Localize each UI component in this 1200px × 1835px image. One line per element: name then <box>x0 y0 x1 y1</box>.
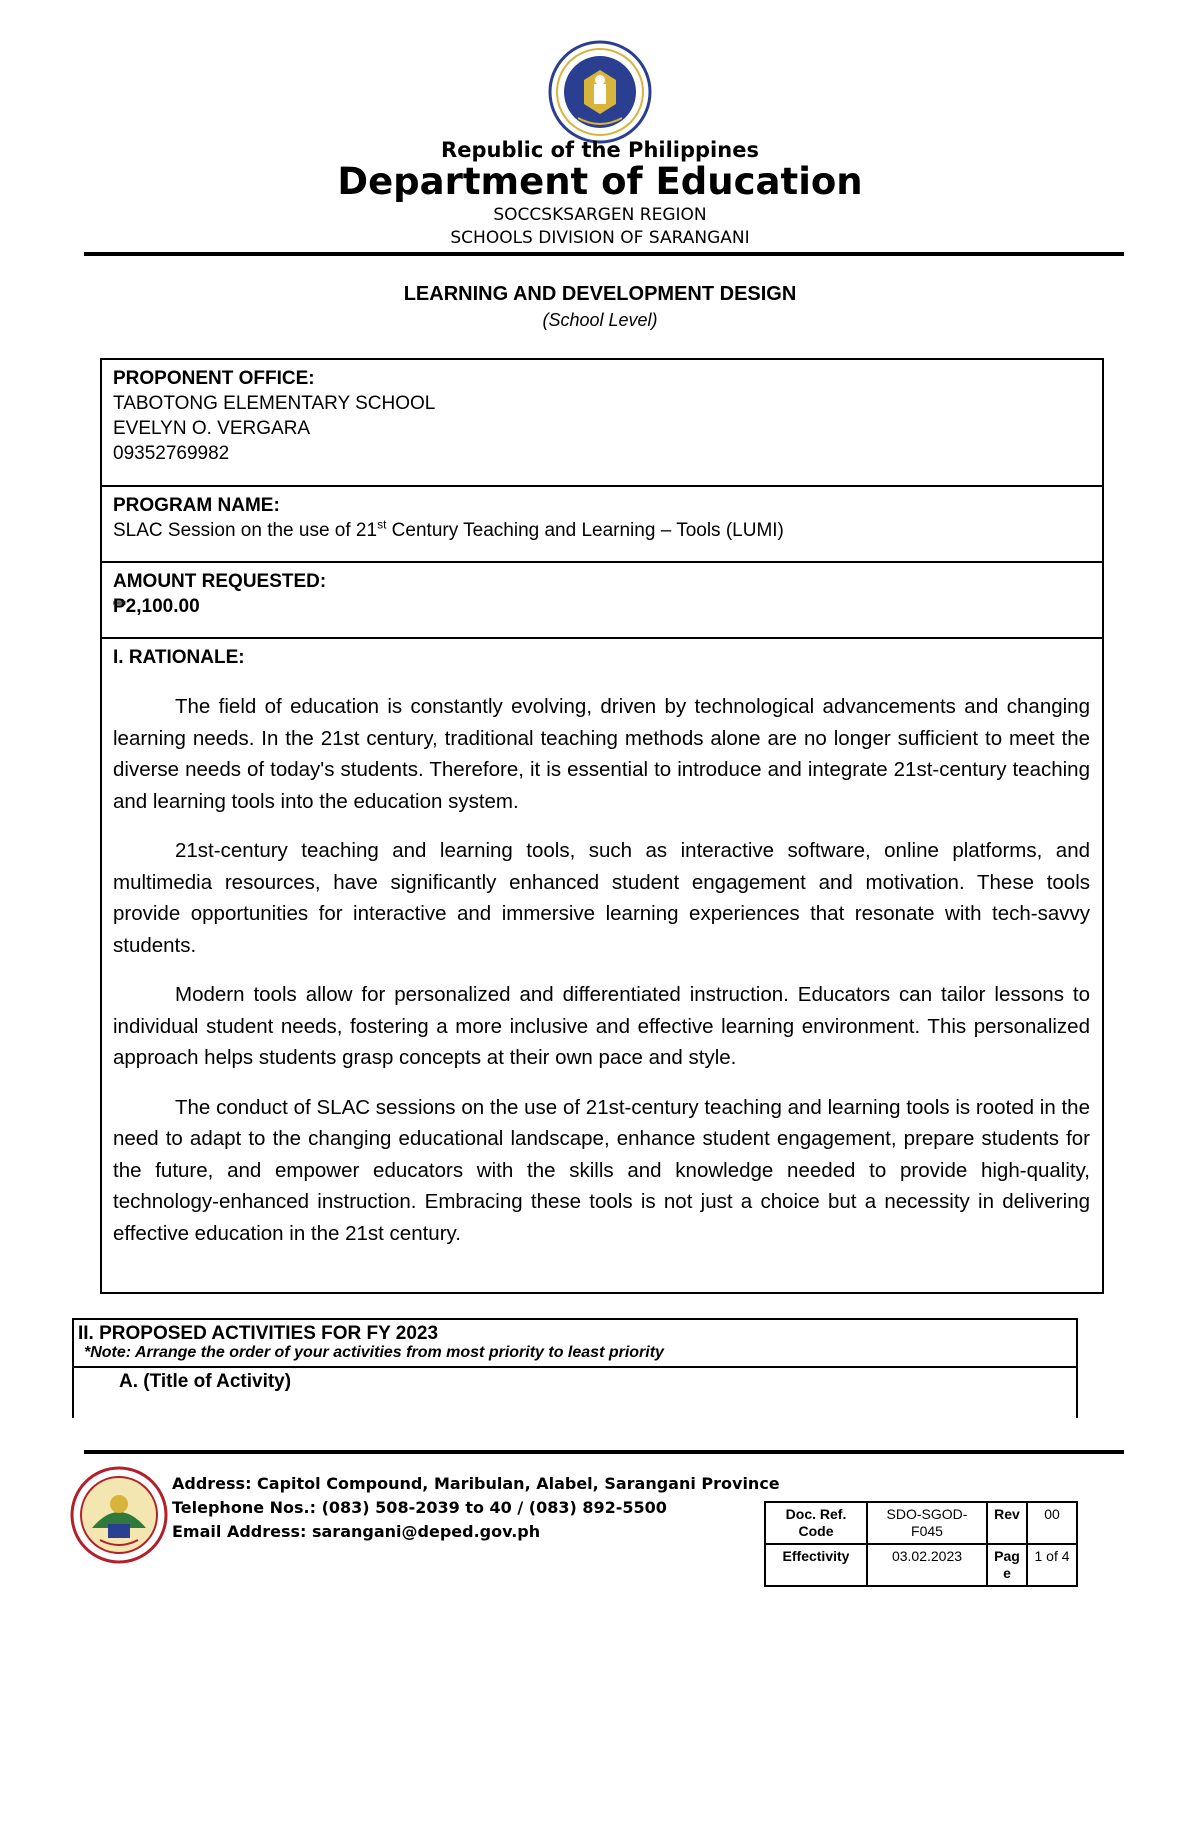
header-divider <box>84 252 1124 256</box>
republic-heading: Republic of the Philippines <box>441 138 759 162</box>
footer-address: Address: Capitol Compound, Maribulan, Alabel, Sarangani Province <box>172 1474 780 1493</box>
program-name <box>113 518 1090 543</box>
proponent-name: EVELYN O. VERGARA <box>113 418 311 439</box>
rev-label: Rev <box>987 1502 1027 1544</box>
rationale-paragraph: The field of education is constantly evolving, driven by technological advancements and changing learning needs. In the 21st century, traditional teaching methods alone are no longer sufficient to meet the diverse needs of today's students. Therefore, it is essential to introduce and integrate 21st-century teaching and learning tools into the education system. <box>113 695 1090 813</box>
activities-header <box>74 1320 1076 1368</box>
rationale-paragraph: The conduct of SLAC sessions on the use of 21st-century teaching and learning tools is rooted in the need to adapt to the changing educational landscape, enhance student engagement, prepare students for the future, and empower educators with the skills and knowledge needed to provide high-quality, technology-enhanced instruction. Embracing these tools is not just a choice but a necessity in delivering effective education in the 21st century. <box>113 1095 1090 1245</box>
activities-table <box>72 1318 1078 1418</box>
proponent-section <box>102 360 1102 487</box>
document-reference-table <box>764 1501 1078 1587</box>
document-subtitle: (School Level) <box>542 310 658 330</box>
rationale-paragraph: 21st-century teaching and learning tools, such as interactive software, online platforms, and multimedia resources, have significantly enhanced student engagement and motivation. These tools provide opportunities for interactive and immersive learning experiences that resonate with tech-savvy students. <box>113 839 1090 957</box>
activity-a-title: A. (Title of Activity) <box>119 1371 292 1392</box>
page-value: 1 of 4 <box>1027 1544 1077 1586</box>
effectivity-label: Effectivity <box>765 1544 867 1586</box>
proponent-label: PROPONENT OFFICE: <box>113 368 315 389</box>
footer-email: Email Address: sarangani@deped.gov.ph <box>172 1522 541 1541</box>
rationale-label: I. RATIONALE: <box>113 647 245 668</box>
page-label: Page <box>987 1544 1027 1586</box>
rev-value: 00 <box>1027 1502 1077 1544</box>
division-seal-logo <box>70 1466 168 1564</box>
amount-label: AMOUNT REQUESTED: <box>113 571 327 592</box>
program-section <box>102 487 1102 563</box>
activities-note: *Note: Arrange the order of your activities from most priority to least priority <box>84 1344 664 1361</box>
rationale-paragraph: Modern tools allow for personalized and differentiated instruction. Educators can tailor lessons to individual student needs, fostering a more inclusive and effective learning environment. This personalized approach helps students grasp concepts at their own pace and style. <box>113 983 1090 1069</box>
table-row <box>765 1502 1077 1544</box>
doc-ref-value: SDO-SGOD-F045 <box>867 1502 987 1544</box>
effectivity-value: 03.02.2023 <box>867 1544 987 1586</box>
activities-title: II. PROPOSED ACTIVITIES FOR FY 2023 <box>78 1323 439 1344</box>
amount-value: ₱2,100.00 <box>113 596 200 617</box>
proponent-phone: 09352769982 <box>113 443 230 464</box>
department-heading: Department of Education <box>337 160 863 203</box>
amount-section <box>102 563 1102 639</box>
program-name-superscript: st <box>377 517 387 532</box>
deped-seal-logo <box>548 40 652 144</box>
footer-phone: Telephone Nos.: (083) 508-2039 to 40 / (083) 892-5500 <box>172 1498 667 1517</box>
program-label: PROGRAM NAME: <box>113 495 280 516</box>
proponent-school: TABOTONG ELEMENTARY SCHOOL <box>113 393 436 414</box>
document-title: LEARNING AND DEVELOPMENT DESIGN <box>403 283 797 305</box>
region-heading: SOCCSKSARGEN REGION <box>493 205 707 225</box>
table-row <box>765 1544 1077 1586</box>
program-name-text-end: Century Teaching and Learning – Tools (LUMI) <box>386 520 784 541</box>
division-heading: SCHOOLS DIVISION OF SARANGANI <box>450 228 750 248</box>
doc-ref-label: Doc. Ref. Code <box>765 1502 867 1544</box>
footer-divider <box>84 1450 1124 1454</box>
program-name-text: SLAC Session on the use of 21 <box>113 520 378 541</box>
rationale-section <box>102 639 1102 1292</box>
design-form-table <box>100 358 1104 1294</box>
